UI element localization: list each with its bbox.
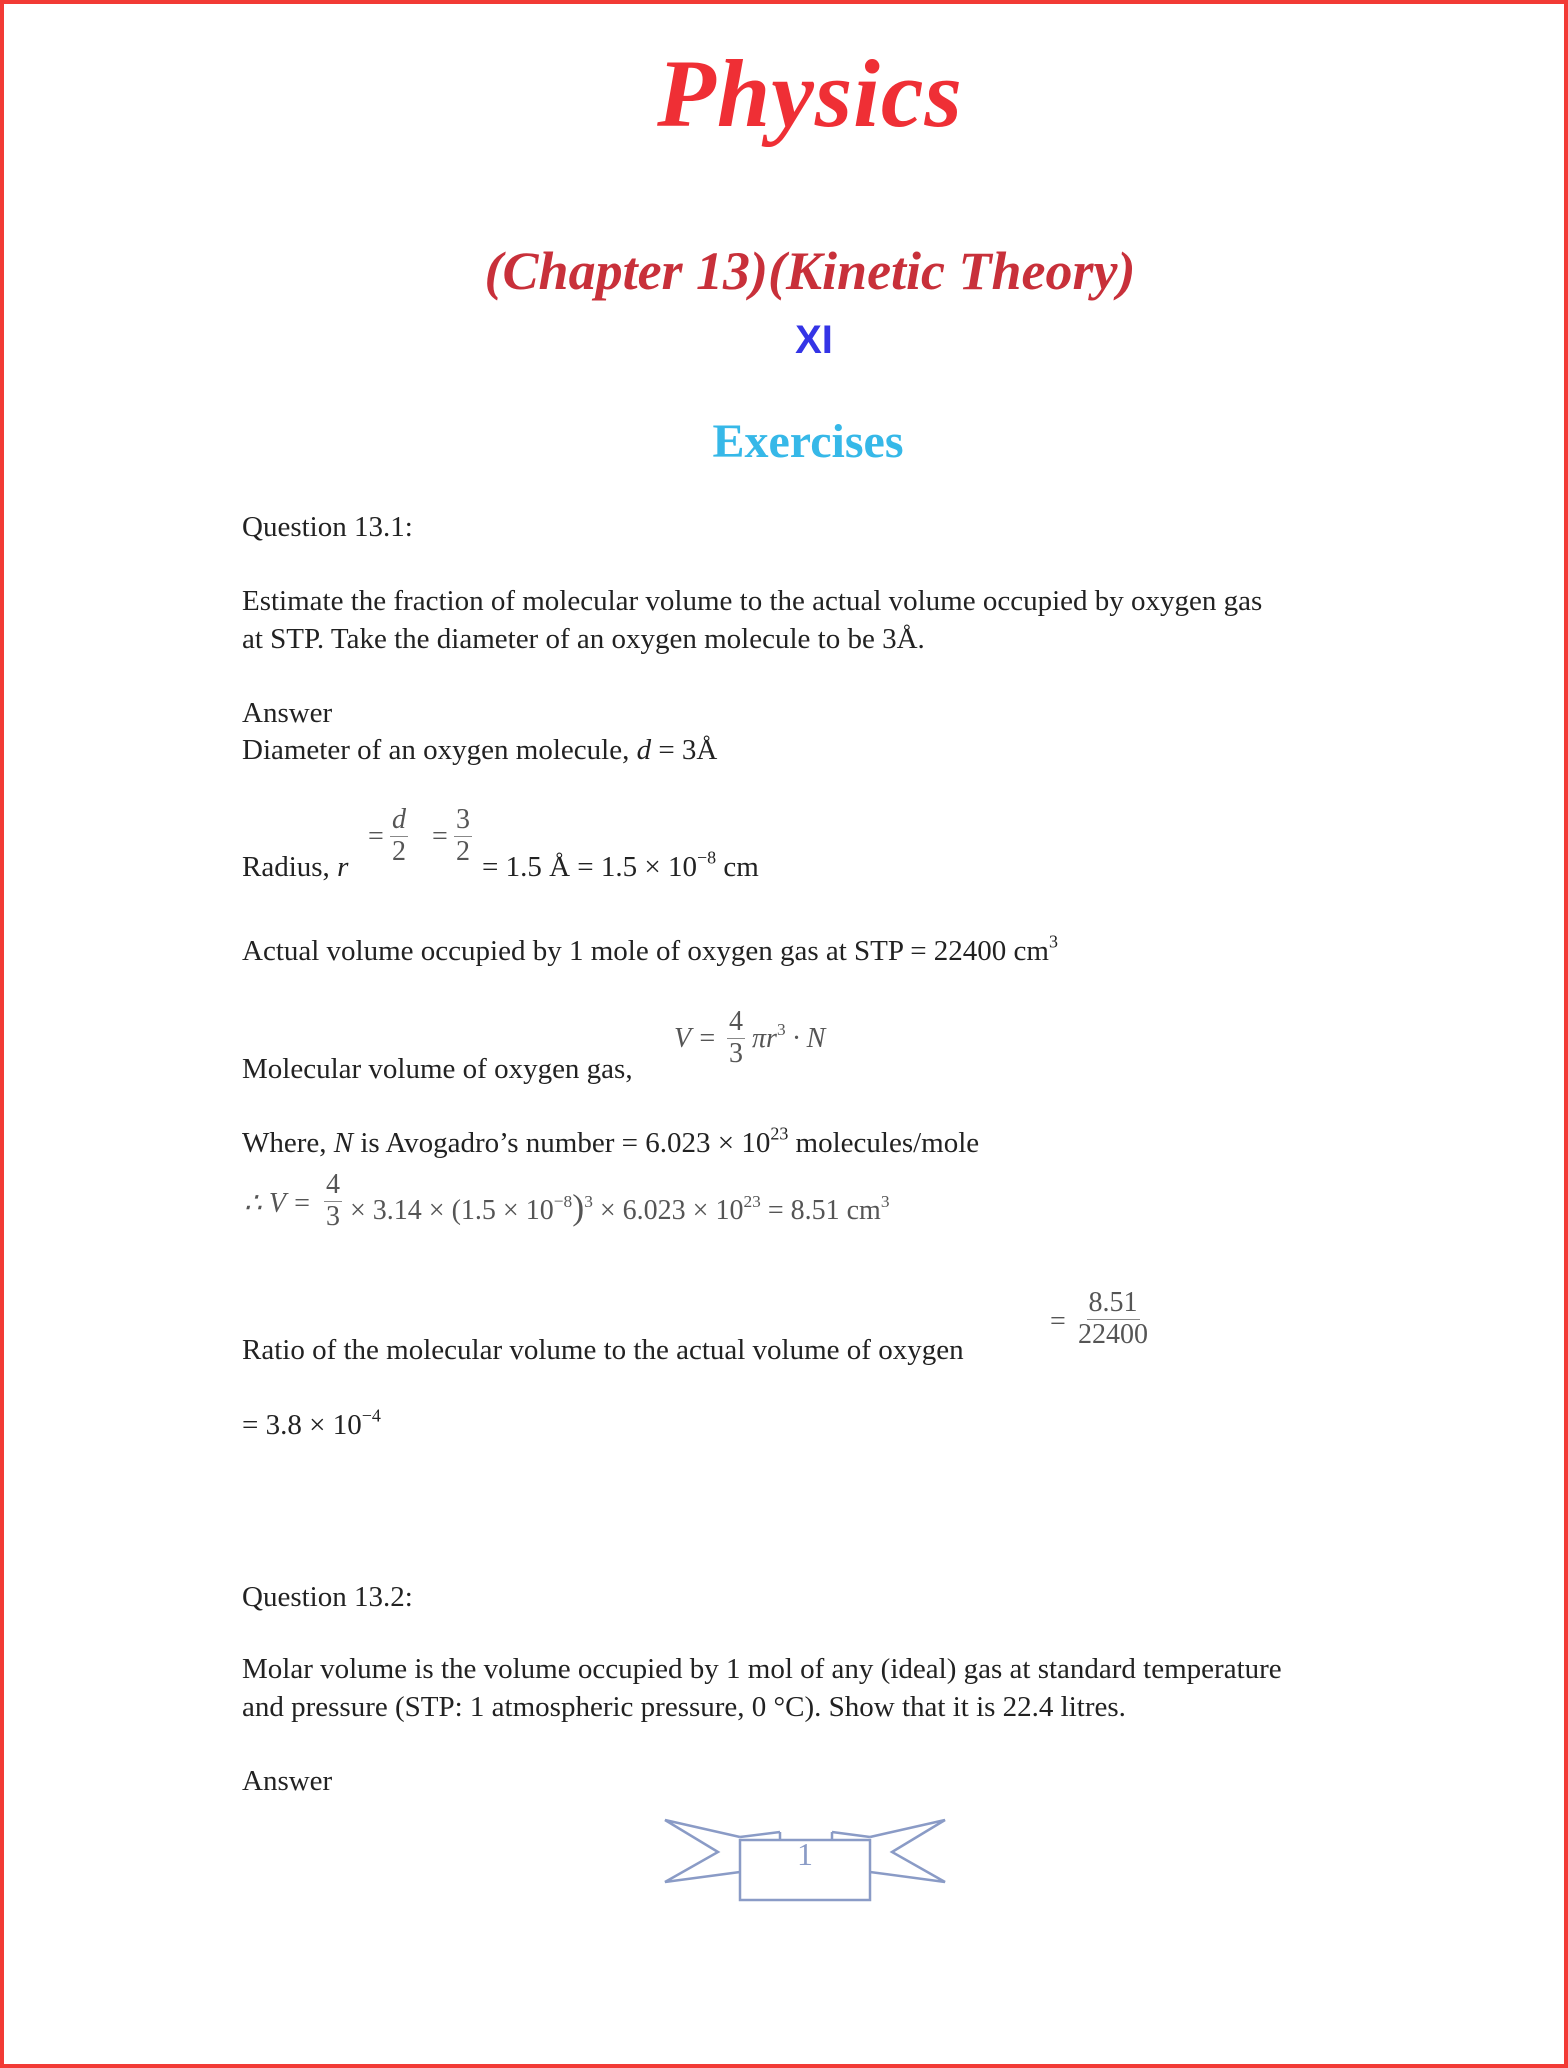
answer-label: Answer: [242, 697, 333, 729]
question-label: Question 13.2:: [242, 1581, 413, 1613]
page-number-badge: [660, 1812, 950, 1902]
grade-label: XI: [795, 318, 833, 362]
question-text-line: at STP. Take the diameter of an oxygen molecule to be 3Å.: [242, 623, 925, 655]
result-line: = $3.8 \times 10^{-4}$: [242, 1405, 381, 1441]
avogadro-line: Where, N is Avogadro’s number = $6.023 \times 10^{23}$ molecules/mole: [242, 1123, 980, 1159]
question-text-line: Molar volume is the volume occupied by 1 mol of any (ideal) gas at standard temperature: [242, 1653, 1282, 1685]
section-heading: Exercises: [712, 415, 904, 468]
page-number: 1: [797, 1836, 813, 1872]
question-label: Question 13.1:: [242, 511, 413, 543]
question-text-line: and pressure (STP: 1 atmospheric pressure, 0 °C). Show that it is 22.4 litres.: [242, 1691, 1126, 1723]
calculation-line: ∴ V = $\frac{4}{3}$ × $3.14 \times (1.5 \times 10^{-8})^3 \times 6.023 \times 10^{23} = 8.51$ $cm^3$: [244, 1169, 890, 1232]
answer-label: Answer: [242, 1765, 333, 1797]
ratio-line: Ratio of the molecular volume to the actual volume of oxygen = $\frac{8.51}{22400}$: [242, 1287, 1148, 1366]
chapter-title: (Chapter 13)(Kinetic Theory): [484, 241, 1136, 301]
actual-volume-line: Actual volume occupied by 1 mole of oxygen gas at STP = 22400 $cm^3$: [242, 931, 1058, 967]
question-text-line: Estimate the fraction of molecular volume to the actual volume occupied by oxygen gas: [242, 585, 1263, 617]
molecular-volume-line: Molecular volume of oxygen gas, V = $\frac{4}{3}$ $\pi r^3 \cdot N$: [242, 1006, 826, 1085]
subject-title: Physics: [657, 40, 963, 147]
diameter-line: Diameter of an oxygen molecule, d = 3Å: [242, 734, 718, 766]
